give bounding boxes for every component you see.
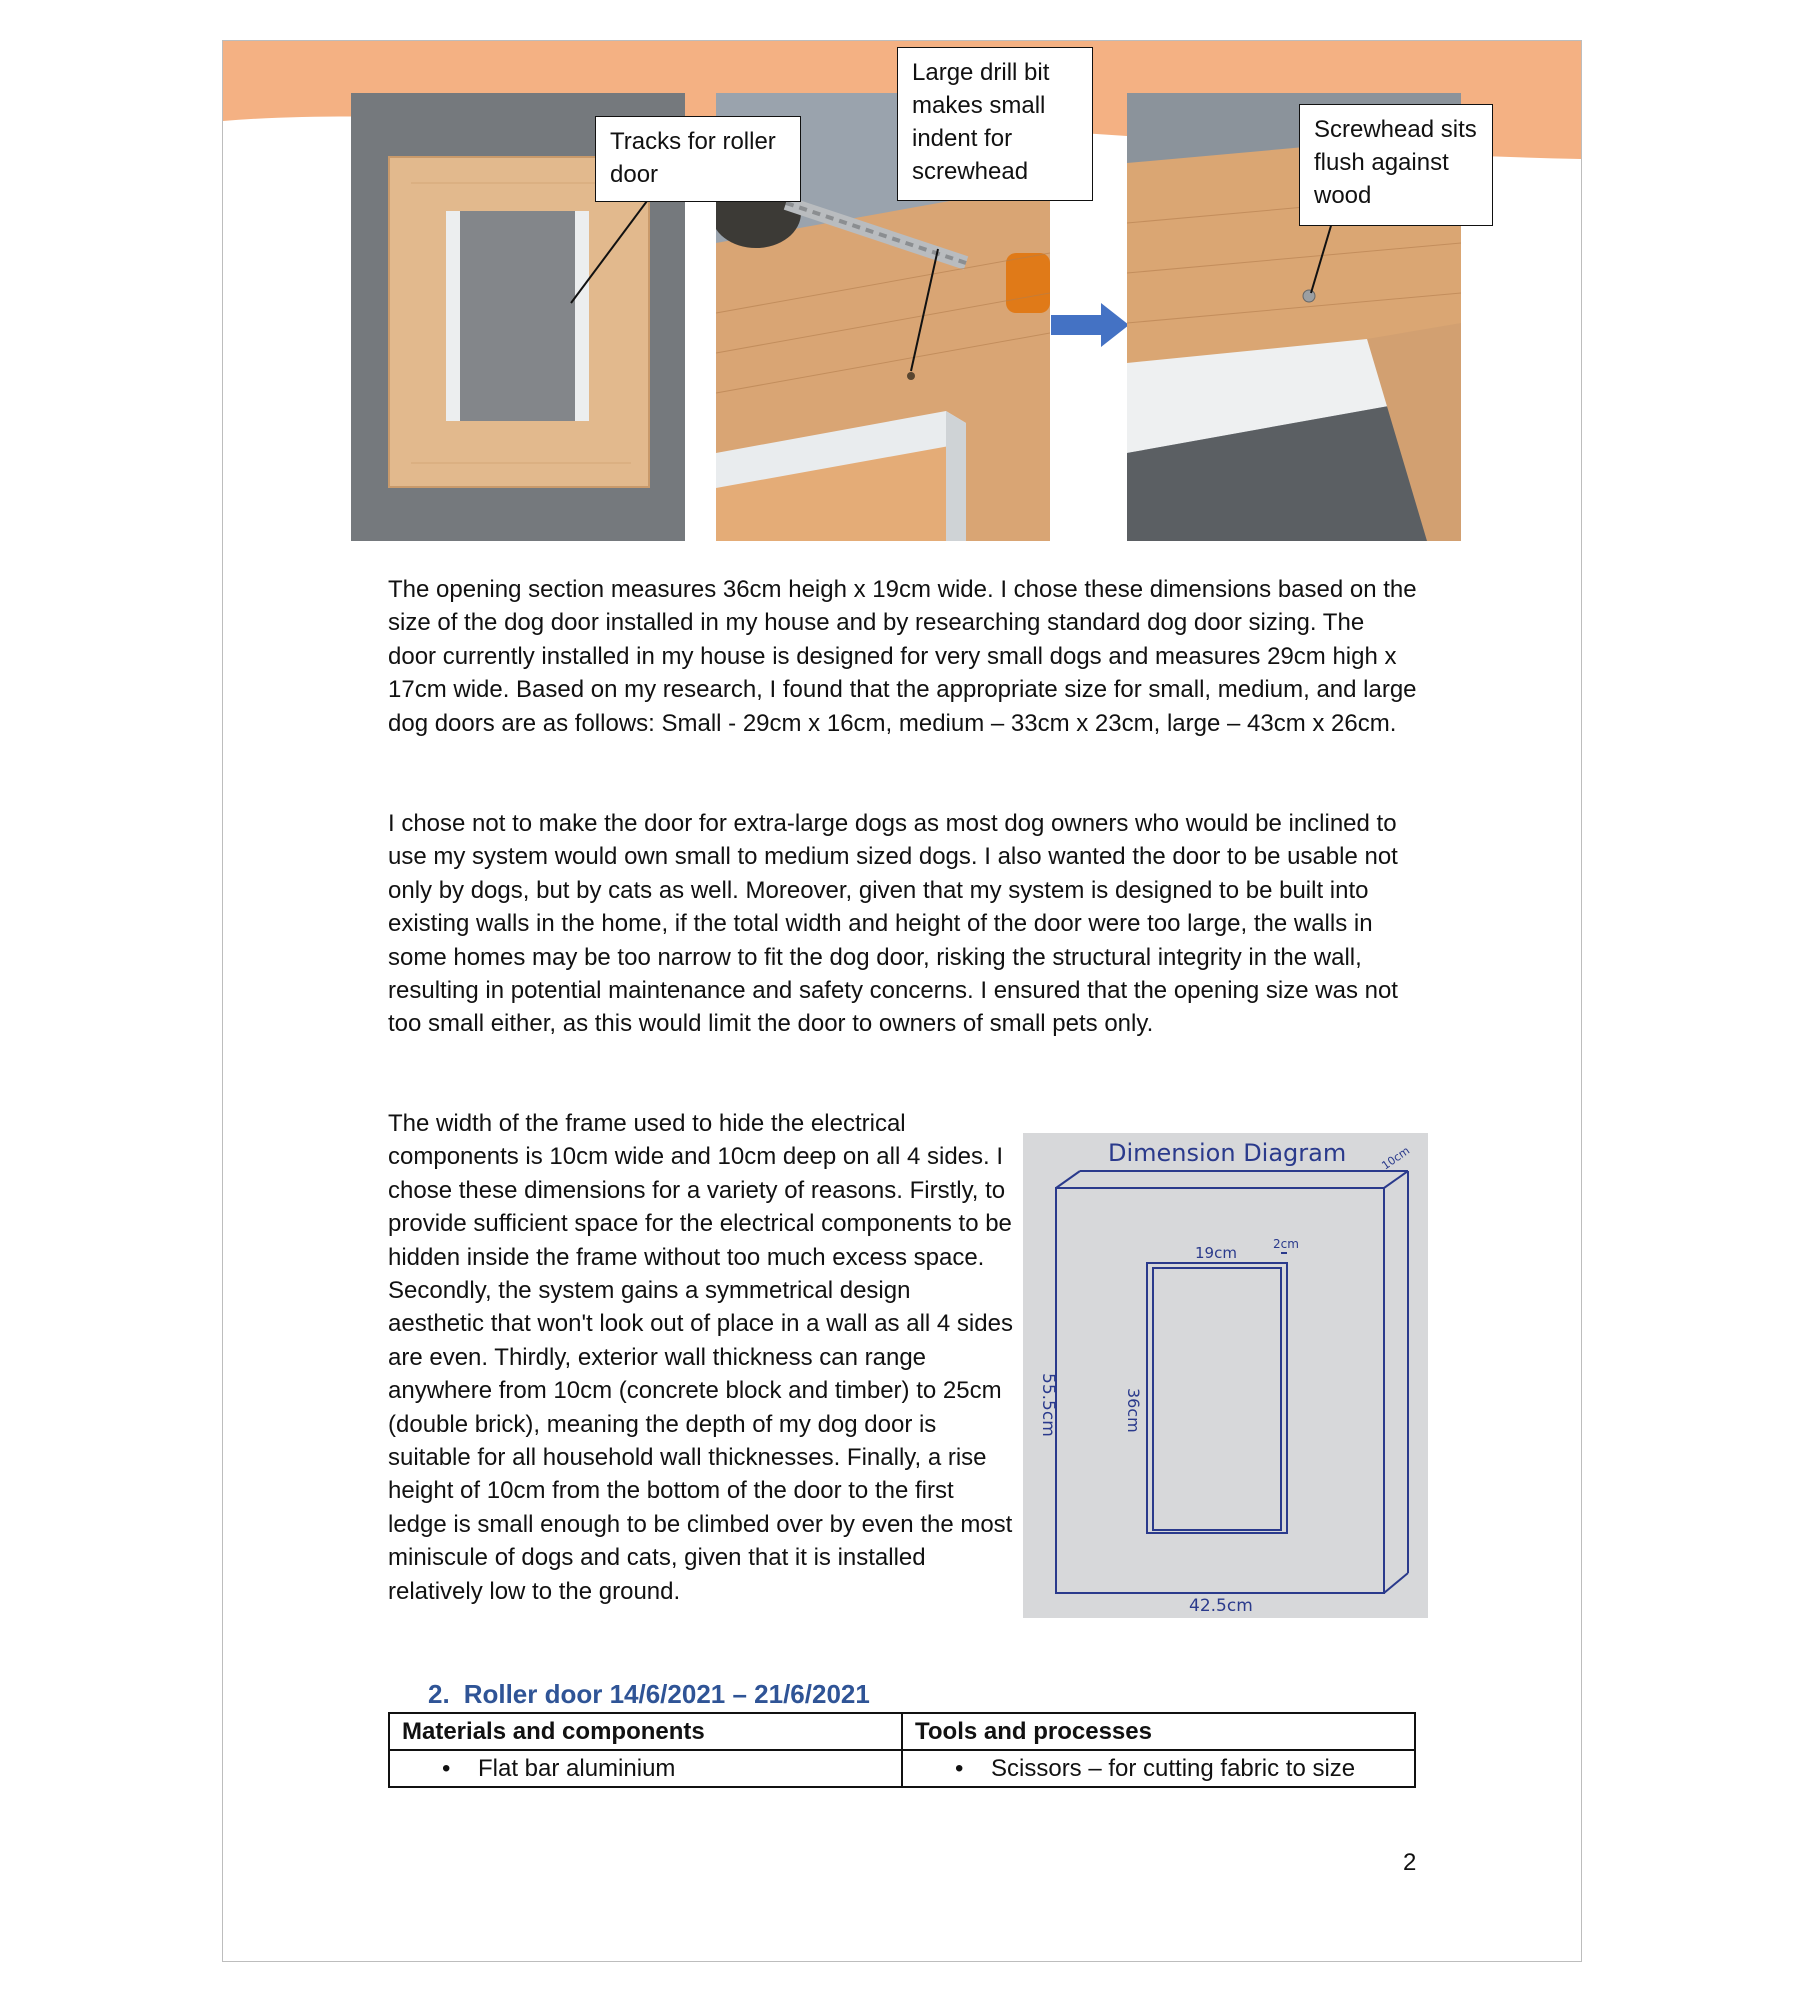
callout-screwhead: Screwhead sits flush against wood bbox=[1299, 104, 1493, 226]
diagram-inner-height-label: 36cm bbox=[1124, 1388, 1143, 1433]
diagram-outer-height-label: 55.5cm bbox=[1038, 1373, 1058, 1437]
diagram-depth-label: 10cm bbox=[1379, 1144, 1413, 1173]
materials-tools-table bbox=[388, 1712, 1416, 1788]
paragraph-frame-width: The width of the frame used to hide the electrical components is 10cm wide and 10cm deep on all 4 sides. I chose these dimensions for a variety of reasons. Firstly, to provide sufficient space for the electrical components to be hidden inside the frame without too much excess space. Secondly, the system gains a symmetrical design aesthetic that won't look out of place in a wall as all 4 sides are even. Thirdly, exterior wall thickness can range anywhere from 10cm (concrete block and timber) to 25cm (double brick), meaning the depth of my dog door is suitable for all household wall thicknesses. Finally, a rise height of 10cm from the bottom of the door to the first ledge is small enough to be climbed over by even the most miniscule of dogs and cats, given that it is installed relatively low to the ground. bbox=[388, 1110, 1013, 1605]
section-heading bbox=[428, 1679, 870, 1710]
bullet: • bbox=[955, 1754, 964, 1782]
diagram-outer-width-label: 42.5cm bbox=[1189, 1596, 1253, 1616]
diagram-title: Dimension Diagram bbox=[1108, 1139, 1347, 1167]
diagram-inner-width-label: 19cm bbox=[1195, 1244, 1237, 1262]
table-header-materials: Materials and components bbox=[389, 1713, 902, 1750]
tool-item: Scissors – for cutting fabric to size bbox=[991, 1754, 1356, 1782]
callout-drill-bit: Large drill bit makes small indent for screwhead bbox=[897, 47, 1093, 201]
table-row bbox=[389, 1750, 1415, 1787]
right-arrow-icon bbox=[1051, 303, 1129, 347]
table-cell-material bbox=[389, 1750, 902, 1787]
section-title: Roller door 14/6/2021 – 21/6/2021 bbox=[463, 1679, 870, 1709]
dimension-diagram bbox=[1023, 1133, 1428, 1618]
paragraph-size-rationale: I chose not to make the door for extra-large dogs as most dog owners who would be inclined to use my system would own small to medium sized dogs. I also wanted the door to be usable not only by dogs, but by cats as well. Moreover, given that my system is designed to be built into existing walls in the home, if the total width and height of the door were too large, the walls in some homes may be too narrow to fit the dog door, risking the structural integrity in the wall, resulting in potential maintenance and safety concerns. I ensured that the opening size was not too small either, as this would limit the door to owners of small pets only. bbox=[388, 810, 1398, 1038]
bullet: • bbox=[442, 1754, 451, 1782]
page-number: 2 bbox=[1403, 1849, 1417, 1876]
table-cell-tool bbox=[902, 1750, 1415, 1787]
document-page bbox=[222, 40, 1582, 1962]
table-header-row bbox=[389, 1713, 1415, 1750]
callout-tracks: Tracks for roller door bbox=[595, 116, 801, 202]
paragraph-opening-size: The opening section measures 36cm heigh x 19cm wide. I chose these dimensions based on the size of the dog door installed in my house and by researching standard dog door sizing. The door currently installed in my house is designed for very small dogs and measures 29cm high x 17cm wide. Based on my research, I found that the appropriate size for small, medium, and large dog doors are as follows: Small - 29cm x 16cm, medium – 33cm x 23cm, large – 43cm x 26cm. bbox=[388, 576, 1417, 737]
diagram-gap-label: 2cm bbox=[1273, 1237, 1299, 1251]
table-header-tools: Tools and processes bbox=[902, 1713, 1415, 1750]
material-item: Flat bar aluminium bbox=[478, 1754, 676, 1782]
section-number: 2. bbox=[428, 1679, 450, 1709]
